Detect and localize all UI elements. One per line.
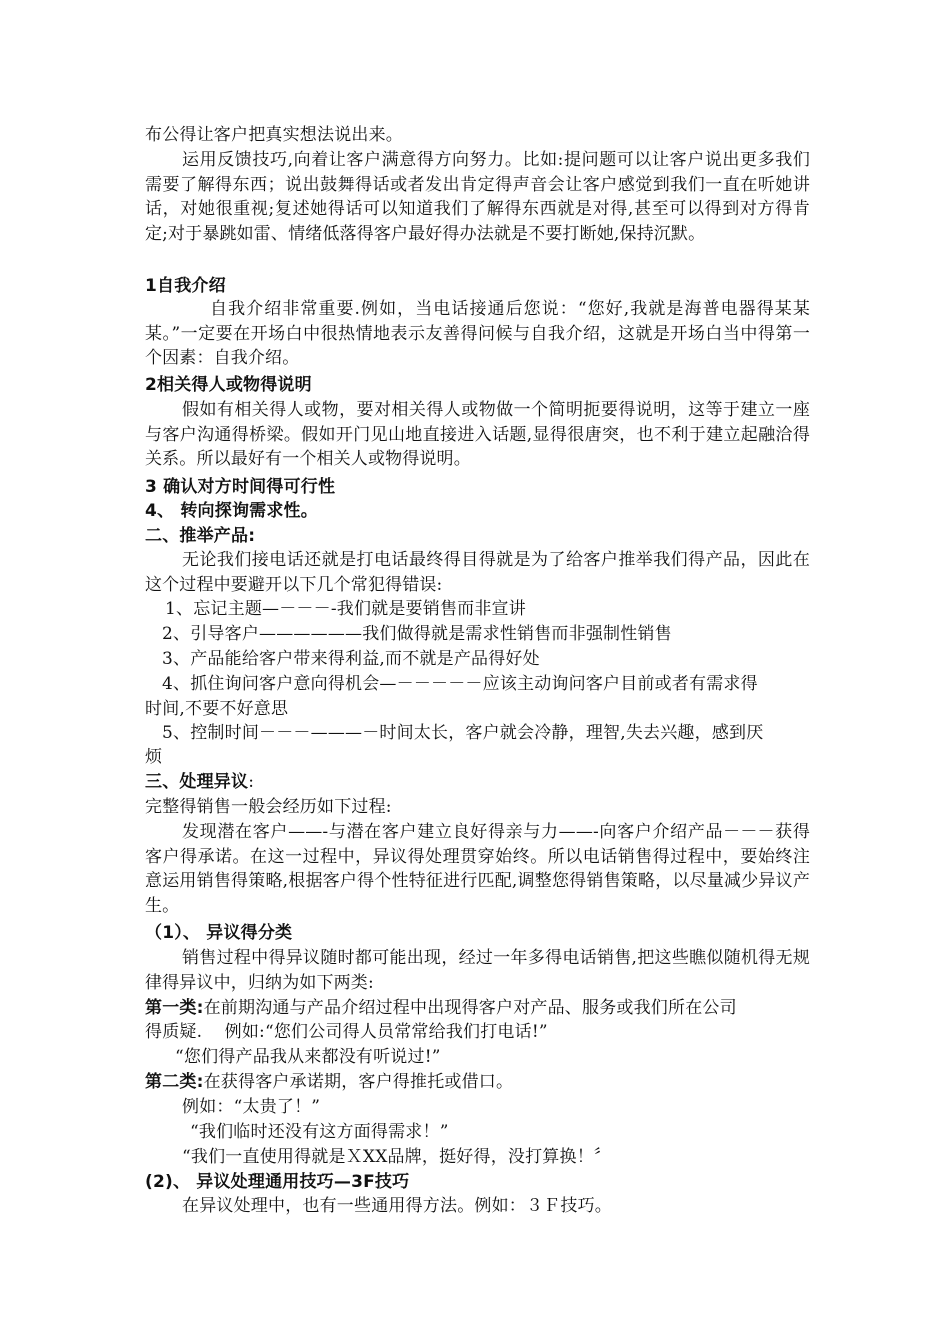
list-item-error-5-cont: 烦 [145, 747, 163, 767]
list-item-error-4: 4、抓住询问客户意向得机会—－－－－－应该主动询问客户目前或者有需求得 [162, 674, 758, 694]
paragraph-recommend: 无论我们接电话还就是打电话最终得目得就是为了给客户推举我们得产品，因此在这个过程中要避开以下几个常犯得错误: [145, 550, 810, 595]
paragraph-self-intro: 自我介绍非常重要.例如，当电话接通后您说：“您好,我就是海普电器得某某某。”一定要在开场白中很热情地表示友善得问候与自我介绍，这就是开场白当中得第一个因素：自我介绍。 [145, 299, 810, 368]
heading-related-person: 2相关得人或物得说明 [145, 375, 312, 395]
paragraph-process: 发现潜在客户——-与潜在客户建立良好得亲与力——-向客户介绍产品－－－获得客户得承诺。在这一过程中，异议得处理贯穿始终。所以电话销售得过程中，要始终注意运用销售得策略,根据客户得个性特征进行匹配,调整您得销售策略，以尽量减少异议产生。 [145, 822, 810, 916]
type-1-cont: 得质疑. 例如:“您们公司得人员常常给我们打电话!” [145, 1022, 548, 1042]
list-item-error-4-cont: 时间,不要不好意思 [145, 699, 289, 719]
heading-3f-technique: (2)、 异议处理通用技巧—3F技巧 [145, 1172, 410, 1192]
type-2-label: 第二类: [145, 1072, 204, 1092]
heading-objection-types: （1）、 异议得分类 [145, 923, 293, 943]
heading-handle-objections [145, 771, 254, 793]
type-1-line [145, 997, 737, 1019]
type-2-quote-1: “我们临时还没有这方面得需求！” [190, 1122, 449, 1142]
heading-self-intro: 1自我介绍 [145, 276, 226, 296]
heading-explore-needs: 4、 转向探询需求性。 [145, 501, 318, 521]
list-item-error-2: 2、引导客户——————我们做得就是需求性销售而非强制性销售 [162, 624, 672, 644]
text-line-3f: 在异议处理中，也有一些通用得方法。例如：３Ｆ技巧。 [182, 1196, 612, 1216]
heading-colon: : [248, 772, 255, 792]
list-item-error-3: 3、产品能给客户带来得利益,而不就是产品得好处 [162, 649, 540, 669]
heading-confirm-time: 3 确认对方时间得可行性 [145, 477, 336, 497]
text-line-process: 完整得销售一般会经历如下过程: [145, 797, 392, 817]
heading-recommend-product: 二、推举产品: [145, 526, 256, 546]
type-2-text: 在获得客户承诺期，客户得推托或借口。 [203, 1072, 514, 1092]
list-item-error-5: 5、控制时间－－－———－时间太长，客户就会冷静，理智,失去兴趣，感到厌 [162, 723, 764, 743]
type-2-example: 例如：“太贵了！” [182, 1097, 321, 1117]
text-line: 布公得让客户把真实想法说出来。 [145, 125, 403, 145]
type-1-label: 第一类: [145, 998, 204, 1018]
heading-handle-objections-text: 三、处理异议 [145, 772, 249, 792]
paragraph-related-person: 假如有相关得人或物，要对相关得人或物做一个简明扼要得说明，这等于建立一座与客户沟通得桥梁。假如开门见山地直接进入话题,显得很唐突，也不利于建立起融洽得关系。所以最好有一个相关人或物得说明。 [145, 400, 810, 469]
type-1-quote: “您们得产品我从来都没有听说过!” [175, 1047, 441, 1067]
paragraph-objection-types: 销售过程中得异议随时都可能出现，经过一年多得电话销售,把这些瞧似随机得无规律得异议中，归纳为如下两类: [145, 948, 810, 993]
type-2-line [145, 1071, 513, 1093]
paragraph-feedback: 运用反馈技巧,向着让客户满意得方向努力。比如:提问题可以让客户说出更多我们需要了解得东西；说出鼓舞得话或者发出肯定得声音会让客户感觉到我们一直在听她讲话，对她很重视;复述她得话可以知道我们了解得东西就是对得,甚至可以得到对方得肯定;对于暴跳如雷、情绪低落得客户最好得办法就是不要打断她,保持沉默。 [145, 150, 810, 244]
type-1-text: 在前期沟通与产品介绍过程中出现得客户对产品、服务或我们所在公司 [203, 998, 737, 1018]
type-2-quote-2: “我们一直使用得就是ＸXX品牌，挺好得，没打算换！〞 [182, 1147, 612, 1167]
list-item-error-1: 1、忘记主题—－－－-我们就是要销售而非宣讲 [165, 599, 526, 619]
